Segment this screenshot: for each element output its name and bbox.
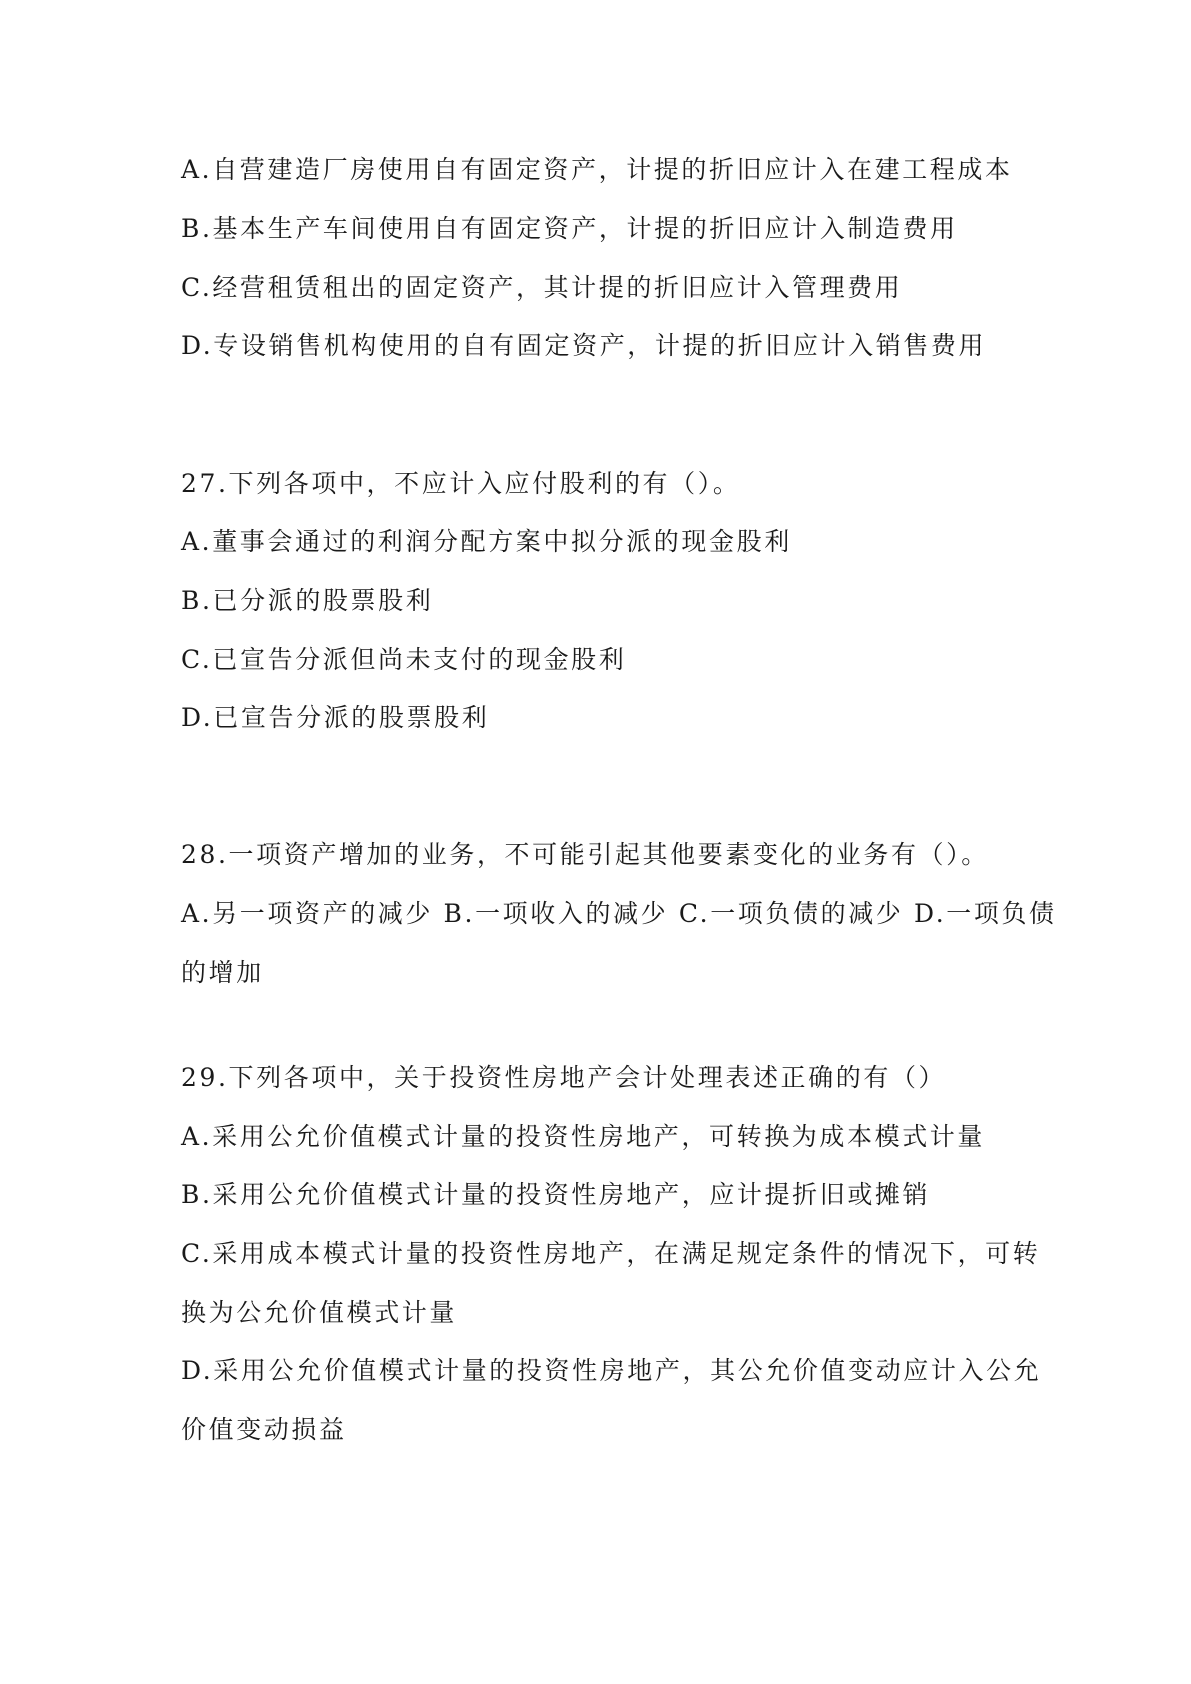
q26-option-b: B.基本生产车间使用自有固定资产，计提的折旧应计入制造费用 [181, 214, 958, 243]
q27-option-a: A.董事会通过的利润分配方案中拟分派的现金股利 [181, 527, 792, 556]
q28-question: 28.一项资产增加的业务，不可能引起其他要素变化的业务有（）。 [181, 840, 989, 869]
q29-question: 29.下列各项中，关于投资性房地产会计处理表述正确的有（） [181, 1063, 947, 1092]
q29-option-c: C.采用成本模式计量的投资性房地产，在满足规定条件的情况下，可转 [181, 1239, 1041, 1268]
q26-option-c: C.经营租赁租出的固定资产，其计提的折旧应计入管理费用 [181, 273, 903, 302]
q27-option-c: C.已宣告分派但尚未支付的现金股利 [181, 645, 627, 674]
q29-option-a: A.采用公允价值模式计量的投资性房地产，可转换为成本模式计量 [181, 1122, 986, 1151]
q29-option-d-continued: 价值变动损益 [181, 1415, 347, 1444]
q27-option-b: B.已分派的股票股利 [181, 586, 434, 615]
q28-options-continued: 的增加 [181, 958, 264, 987]
q29-option-d: D.采用公允价值模式计量的投资性房地产，其公允价值变动应计入公允 [181, 1356, 1042, 1385]
q28-options: A.另一项资产的减少 B.一项收入的减少 C.一项负债的减少 D.一项负债 [181, 899, 1057, 928]
q26-option-d: D.专设销售机构使用的自有固定资产，计提的折旧应计入销售费用 [181, 331, 987, 360]
q27-option-d: D.已宣告分派的股票股利 [181, 703, 490, 732]
q29-option-c-continued: 换为公允价值模式计量 [181, 1298, 458, 1327]
q27-question: 27.下列各项中，不应计入应付股利的有（）。 [181, 469, 741, 498]
q29-option-b: B.采用公允价值模式计量的投资性房地产，应计提折旧或摊销 [181, 1180, 931, 1209]
q26-option-a: A.自营建造厂房使用自有固定资产，计提的折旧应计入在建工程成本 [181, 155, 1013, 184]
